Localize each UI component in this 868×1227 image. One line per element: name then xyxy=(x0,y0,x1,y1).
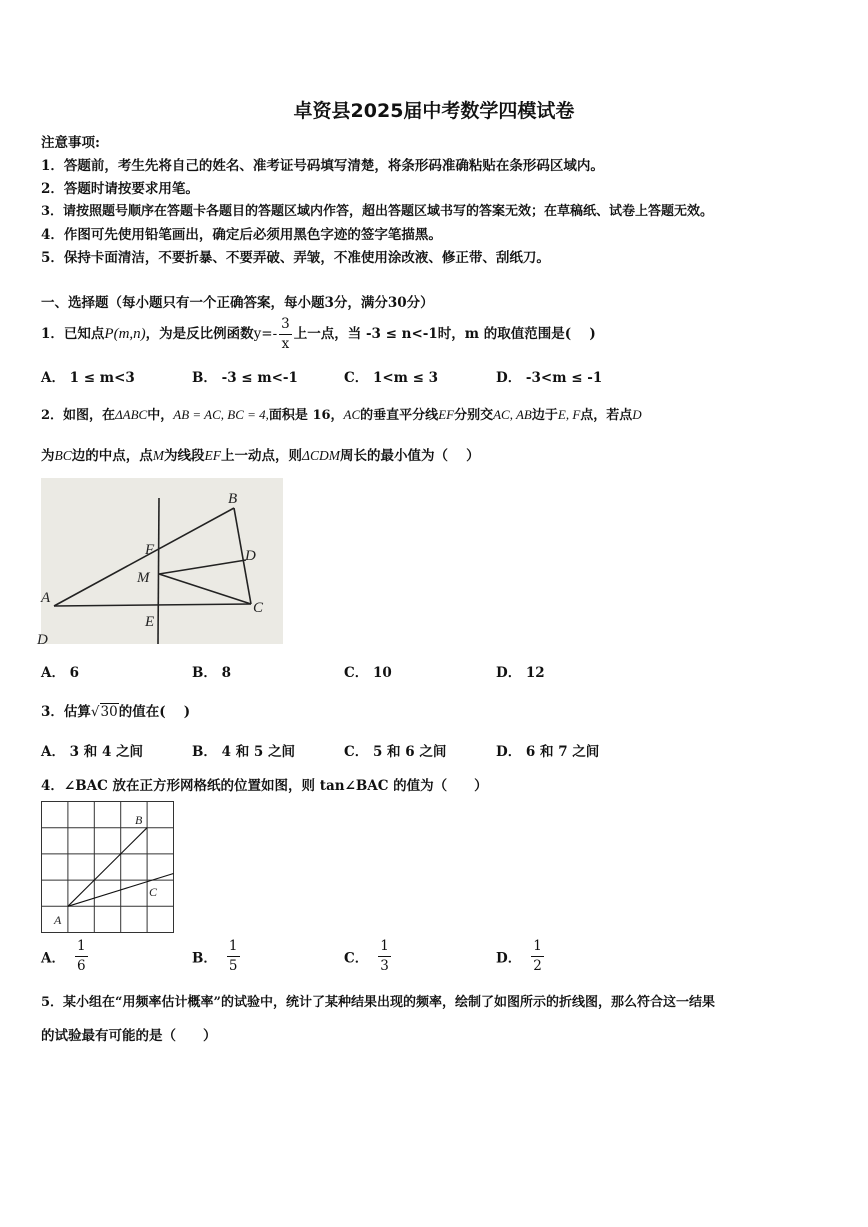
q1-fraction: $\frac{3}{x}$ xyxy=(281,316,290,352)
q4-option-b: B． $\frac{1}{5}$ xyxy=(192,938,238,974)
q2-option-b: B． 8 xyxy=(192,665,232,681)
notice-item: 4．作图可先使用铅笔画出，确定后必须用黑色字迹的签字笔描黑。 xyxy=(41,227,442,243)
q3-option-d: D． 6 和 7 之间 xyxy=(496,744,600,760)
question-2-line2: 为BC边的中点，点M为线段EF上一动点，则ΔCDM周长的最小值为（ ） xyxy=(41,448,480,464)
question-5-line2: 的试验最有可能的是（ ） xyxy=(41,1028,217,1044)
q2-label-f: F xyxy=(145,542,155,558)
page-title: 卓资县2025届中考数学四模试卷 xyxy=(293,100,575,122)
notice-heading: 注意事项: xyxy=(41,135,100,151)
q1-prefix: 1．已知点 xyxy=(41,326,105,342)
notice-item: 1．答题前，考生先将自己的姓名、准考证号码填写清楚，将条形码准确粘贴在条形码区域内。 xyxy=(41,158,604,174)
q2-label-c: C xyxy=(253,600,264,616)
notice-item: 5．保持卡面清洁，不要折暴、不要弄破、弄皱，不准使用涂改液、修正带、刮纸刀。 xyxy=(41,250,550,266)
q4-option-c: C． $\frac{1}{3}$ xyxy=(344,938,389,974)
q2-label-d: D xyxy=(245,548,256,564)
q2-label-e: E xyxy=(145,614,155,630)
q2-label-a: A xyxy=(41,590,51,606)
question-3: 3．估算√30的值在( ) xyxy=(41,704,191,720)
q2-option-a: A． 6 xyxy=(41,665,80,681)
q2-option-c: C． 10 xyxy=(344,665,392,681)
section-heading: 一、选择题（每小题只有一个正确答案，每小题3分，满分30分） xyxy=(41,295,434,311)
q4-option-d: D． $\frac{1}{2}$ xyxy=(496,938,542,974)
q2-triangle-figure xyxy=(37,478,283,648)
notice-item: 3．请按照题号顺序在答题卡各题目的答题区域内作答，超出答题区域书写的答案无效；在草稿纸、试卷上答题无效。 xyxy=(41,204,714,219)
q4-label-c: C xyxy=(149,885,158,899)
q2-option-d: D． 12 xyxy=(496,665,545,681)
q4-label-b: B xyxy=(135,813,143,827)
q1-func: y=- xyxy=(253,326,278,342)
q2-label-d2: D xyxy=(37,632,48,648)
question-5-line1: 5．某小组在“用频率估计概率”的试验中，统计了某种结果出现的频率，绘制了如图所示的折线图，那么符合这一结果 xyxy=(41,995,716,1010)
q1-option-d: D． -3<m ≤ -1 xyxy=(496,370,603,386)
q4-label-a: A xyxy=(54,913,62,927)
q3-option-b: B． 4 和 5 之间 xyxy=(192,744,295,760)
question-4: 4．∠BAC 放在正方形网格纸的位置如图，则 tan∠BAC 的值为（ ） xyxy=(41,778,488,794)
q1-point: P(m,n) xyxy=(104,326,146,342)
q4-grid-figure xyxy=(41,801,176,934)
q2-label-m: M xyxy=(137,570,150,586)
question-1 xyxy=(41,314,596,354)
notice-item: 2．答题时请按要求用笔。 xyxy=(41,181,199,197)
q1-option-b: B． -3 ≤ m<-1 xyxy=(192,370,298,386)
q1-option-a: A． 1 ≤ m<3 xyxy=(41,370,135,386)
q2-label-b: B xyxy=(228,491,238,507)
q1-suffix: 上一点，当 -3 ≤ n<-1时，m 的取值范围是( ) xyxy=(293,326,596,342)
q1-mid: ，为是反比例函数 xyxy=(145,326,254,342)
q4-option-a: A． $\frac{1}{6}$ xyxy=(41,938,86,974)
q3-sqrt: √30 xyxy=(90,704,118,720)
question-2-line1: 2．如图，在ΔABC中，AB = AC, BC = 4,面积是 16，AC的垂直平分线EF分别交AC, AB边于E, F点，若点D xyxy=(41,407,642,423)
q3-option-c: C． 5 和 6 之间 xyxy=(344,744,447,760)
q1-option-c: C． 1<m ≤ 3 xyxy=(344,370,439,386)
q3-option-a: A． 3 和 4 之间 xyxy=(41,744,144,760)
